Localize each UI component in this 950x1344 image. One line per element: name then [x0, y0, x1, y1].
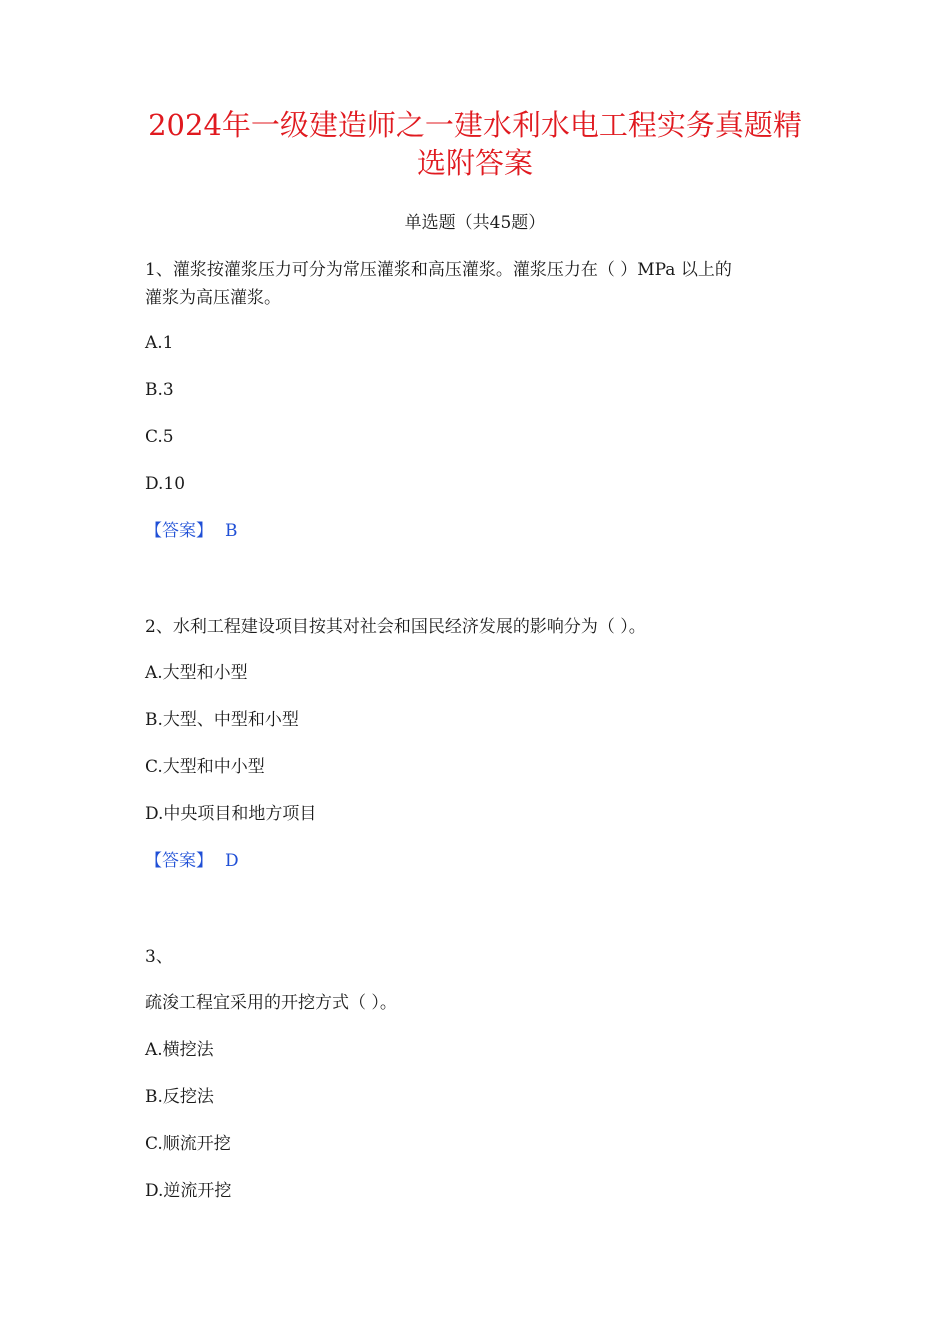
question-3-option-c: C.顺流开挖: [145, 1134, 231, 1154]
answer-value: B: [225, 521, 238, 541]
question-2-option-c: C.大型和中小型: [145, 757, 265, 777]
title-line-1: 2024年一级建造师之一建水利水电工程实务真题精: [148, 108, 802, 142]
question-2-option-a: A.大型和小型: [145, 663, 248, 683]
question-1-answer: [145, 518, 805, 544]
question-1-option-d: D.10: [145, 474, 186, 494]
section-heading: 单选题（共45题）: [404, 213, 546, 233]
question-1-option-b: B.3: [145, 380, 174, 400]
question-1-stem-line-2: 灌浆为高压灌浆。: [145, 288, 281, 308]
question-2-stem-line-1: 2、水利工程建设项目按其对社会和国民经济发展的影响分为（ ）。: [145, 617, 646, 637]
answer-label: 【答案】: [145, 851, 213, 871]
answer-value: D: [225, 851, 239, 871]
answer-label: 【答案】: [145, 521, 213, 541]
question-3-option-d: D.逆流开挖: [145, 1181, 232, 1201]
question-2-answer: [145, 848, 805, 874]
document-title: [120, 106, 830, 182]
question-2-option-d: D.中央项目和地方项目: [145, 804, 317, 824]
question-1-stem-line-1: 1、灌浆按灌浆压力可分为常压灌浆和高压灌浆。灌浆压力在（ ）MPa 以上的: [145, 260, 732, 280]
question-3-stem-line-1: 疏浚工程宜采用的开挖方式（ ）。: [145, 993, 397, 1013]
question-3-option-b: B.反挖法: [145, 1087, 214, 1107]
question-1-option-a: A.1: [145, 333, 174, 353]
question-3-number: 3、: [145, 947, 173, 967]
question-3-option-a: A.横挖法: [145, 1040, 214, 1060]
title-line-2: 选附答案: [416, 146, 533, 180]
question-2-option-b: B.大型、中型和小型: [145, 710, 299, 730]
question-1-option-c: C.5: [145, 427, 174, 447]
